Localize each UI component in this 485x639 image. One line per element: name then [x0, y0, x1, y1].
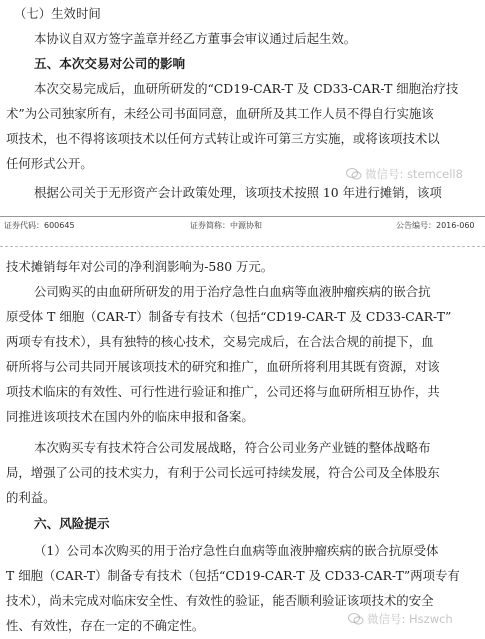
section-5-heading: 五、本次交易对公司的影响	[34, 56, 186, 71]
security-code: 证券代码：600645	[4, 221, 75, 230]
paragraph-line: 局，增强了公司的技术实力，有利于公司长远可持续发展，符合公司及全体股东	[6, 465, 440, 480]
section-6-heading: 六、风险提示	[34, 516, 110, 531]
paragraph-line: 技术摊销每年对公司的净利润影响为-580 万元。	[6, 259, 274, 274]
paragraph-line: 公司购买的由血研所研发的用于治疗急性白血病等血液肿瘤疾病的嵌合抗	[34, 284, 431, 299]
paragraph-line: 的利益。	[6, 490, 56, 505]
paragraph-line: 项技术，也不得将该项技术以任何方式转让或许可第三方实施，或将该项技术以	[6, 131, 440, 146]
security-name: 证券简称：中源协和	[190, 221, 262, 230]
paragraph-line: T 细胞（CAR-T）制备专有技术（包括“CD19-CAR-T 及 CD33-CAR-T”两项专有	[6, 568, 460, 583]
announcement-number: 公告编号：2016-060	[396, 221, 475, 230]
page-footer	[0, 219, 485, 233]
paragraph-line: 项技术临床的有效性、可行性进行验证和推广，公司还将与血研所相互协作，共	[6, 384, 440, 399]
watermark-top	[346, 166, 463, 182]
page-break-divider	[0, 246, 485, 247]
paragraph-line: 性、有效性，存在一定的不确定性。	[6, 618, 205, 633]
wechat-icon	[348, 612, 364, 626]
paragraph-line: 两项专有技术），具有独特的核心技术，交易完成后，在合法合规的前提下，血	[6, 334, 434, 349]
paragraph-line: 本次购买专有技术符合公司发展战略，符合公司业务产业链的整体战略布	[34, 440, 431, 455]
wechat-icon	[346, 167, 362, 181]
paragraph-line: 任何形式公开。	[6, 156, 93, 171]
paragraph-line: 技术），尚未完成对临床安全性、有效性的验证，能否顺利验证该项技术的安全	[6, 593, 434, 608]
paragraph-line: 本次交易完成后，血研所研发的“CD19-CAR-T 及 CD33-CAR-T 细胞治疗技	[34, 81, 459, 96]
paragraph-line: 术”为公司独家所有，未经公司书面同意，血研所及其工作人员不得自行实施该	[6, 106, 434, 121]
paragraph-line: 根据公司关于无形资产会计政策处理，该项技术按照 10 年进行摊销，该项	[34, 185, 442, 200]
effective-time-text: 本协议自双方签字盖章并经乙方董事会审议通过后起生效。	[34, 31, 357, 46]
watermark-bottom-text: 微信号: Hszwch	[367, 612, 453, 626]
paragraph-line: 研所将与公司共同开展该项技术的研究和推广，血研所将利用其既有资源，对该	[6, 359, 440, 374]
watermark-top-text: 微信号: stemcell8	[365, 167, 463, 181]
watermark-bottom	[348, 611, 453, 627]
paragraph-line: 原受体 T 细胞（CAR-T）制备专有技术（包括“CD19-CAR-T 及 CD33-CAR-T”	[6, 309, 452, 324]
page-footer-rule	[0, 216, 485, 217]
paragraph-line: 同推进该项技术在国内外的临床申报和备案。	[6, 409, 254, 424]
section-7-heading: （七）生效时间	[14, 6, 101, 21]
paragraph-line: （1）公司本次购买的用于治疗急性白血病等血液肿瘤疾病的嵌合抗原受体	[34, 543, 439, 558]
